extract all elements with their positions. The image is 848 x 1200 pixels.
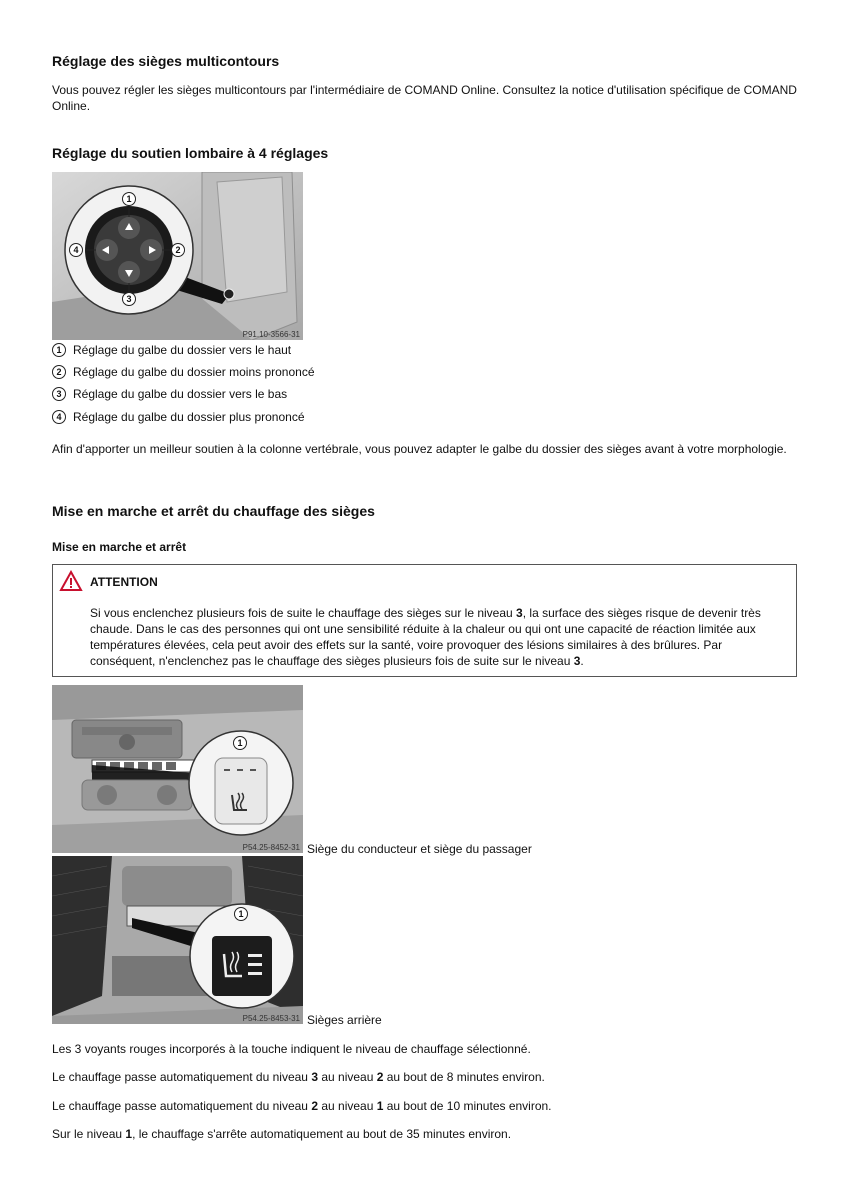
lumbar-marker-4: 4 [69, 243, 83, 257]
legend-text: Réglage du galbe du dossier vers le haut [73, 343, 292, 357]
legend-text: Réglage du galbe du dossier vers le bas [73, 387, 288, 401]
lumbar-marker-2: 2 [171, 243, 185, 257]
section-title-multicontour: Réglage des sièges multicontours [52, 53, 280, 69]
legend-number: 2 [52, 365, 66, 379]
legend-item [52, 343, 291, 357]
warning-title: ATTENTION [90, 575, 158, 589]
legend-number: 3 [52, 387, 66, 401]
front-figure-caption: Siège du conducteur et siège du passager [307, 842, 532, 856]
legend-item [52, 410, 305, 424]
warning-triangle-icon [59, 570, 83, 592]
legend-number: 1 [52, 343, 66, 357]
section-title-seat-heating: Mise en marche et arrêt du chauffage des sièges [52, 503, 375, 519]
lumbar-figure [52, 172, 303, 340]
legend-item [52, 365, 315, 379]
rear-seat-heating-figure [52, 856, 303, 1024]
rear-console-illustration [52, 856, 303, 1024]
front-heating-marker-1: 1 [233, 736, 247, 750]
section-title-lumbar: Réglage du soutien lombaire à 4 réglages [52, 145, 329, 161]
figure-code: P54.25-8452-31 [242, 843, 300, 852]
lumbar-marker-1: 1 [122, 192, 136, 206]
level-1-off-paragraph: Sur le niveau 1, le chauffage s'arrête automatiquement au bout de 35 minutes environ. [52, 1127, 512, 1141]
level-3-to-2-paragraph: Le chauffage passe automatiquement du niveau 3 au niveau 2 au bout de 8 minutes environ. [52, 1070, 545, 1084]
legend-text: Réglage du galbe du dossier plus prononcé [73, 410, 305, 424]
warning-text: Si vous enclenchez plusieurs fois de suite le chauffage des sièges sur le niveau 3, la surface des sièges risque de devenir très chaude. Dans le cas des personnes qui ont une sensibilité réduite à la chaleur ou qui ont une capacité de réaction limitée aux températures élevées, cela peut avoir des effets sur la santé, voire provoquer des lésions similaires à des brûlures. Par conséquent, n'enclenchez pas le chauffage des sièges plusieurs fois de suite sur le niveau 3. [90, 606, 761, 668]
figure-code: P91.10-3566-31 [242, 330, 300, 339]
lumbar-description: Afin d'apporter un meilleur soutien à la colonne vertébrale, vous pouvez adapter le galbe du dossier des sièges avant à votre morphologie. [52, 442, 787, 456]
legend-number: 4 [52, 410, 66, 424]
lumbar-marker-3: 3 [122, 292, 136, 306]
dashboard-illustration [52, 685, 303, 853]
level-2-to-1-paragraph: Le chauffage passe automatiquement du niveau 2 au niveau 1 au bout de 10 minutes environ. [52, 1099, 552, 1113]
legend-text: Réglage du galbe du dossier moins prononcé [73, 365, 315, 379]
multicontour-description: Vous pouvez régler les sièges multicontours par l'intermédiaire de COMAND Online. Consultez la notice d'utilisation spécifique de COMAND Online. [52, 83, 797, 113]
figure-code: P54.25-8453-31 [242, 1014, 300, 1023]
rear-figure-caption: Sièges arrière [307, 1013, 382, 1027]
subsection-title: Mise en marche et arrêt [52, 540, 187, 554]
warning-box [52, 564, 797, 677]
front-seat-heating-figure [52, 685, 303, 853]
rear-heating-marker-1: 1 [234, 907, 248, 921]
indicator-paragraph: Les 3 voyants rouges incorporés à la touche indiquent le niveau de chauffage sélectionné. [52, 1042, 531, 1056]
legend-item [52, 387, 287, 401]
